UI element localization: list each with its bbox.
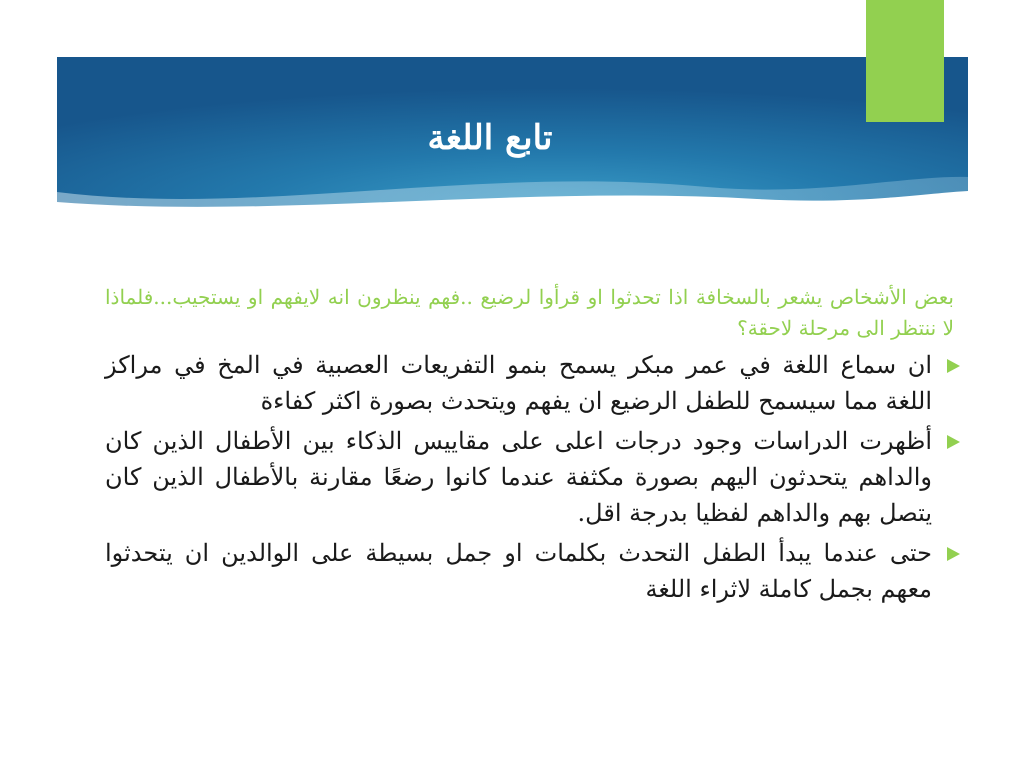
bullet-list bbox=[105, 347, 960, 607]
triangle-bullet-icon bbox=[947, 435, 960, 449]
slide-title: تابع اللغة bbox=[427, 118, 553, 158]
bullet-text: ان سماع اللغة في عمر مبكر يسمح بنمو التفريعات العصبية في المخ في مراكز اللغة مما سيسمح للطفل الرضيع ان يفهم ويتحدث بصورة اكثر كفاءة bbox=[105, 351, 933, 415]
bullet-text: حتى عندما يبدأ الطفل التحدث بكلمات او جمل بسيطة على الوالدين ان يتحدثوا معهم بجمل كاملة لاثراء اللغة bbox=[105, 539, 932, 603]
slide-body bbox=[105, 282, 960, 611]
triangle-bullet-icon bbox=[947, 359, 960, 373]
bullet-item bbox=[105, 423, 960, 531]
triangle-bullet-icon bbox=[947, 547, 960, 561]
intro-paragraph: بعض الأشخاص يشعر بالسخافة اذا تحدثوا او قرأوا لرضيع ..فهم ينظرون انه لايفهم او يستجيب...فلماذا لا ننتظر الى مرحلة لاحقة؟ bbox=[105, 285, 954, 340]
bullet-item bbox=[105, 347, 960, 419]
bullet-item bbox=[105, 535, 960, 607]
accent-tab bbox=[866, 0, 944, 122]
bullet-text: أظهرت الدراسات وجود درجات اعلى على مقاييس الذكاء بين الأطفال الذين كان والداهم يتحدثون اليهم بصورة مكثفة عندما كانوا رضعًا مقارنة بالأطفال الذين كان يتصل بهم والداهم لفظيا بدرجة اقل. bbox=[105, 427, 932, 527]
